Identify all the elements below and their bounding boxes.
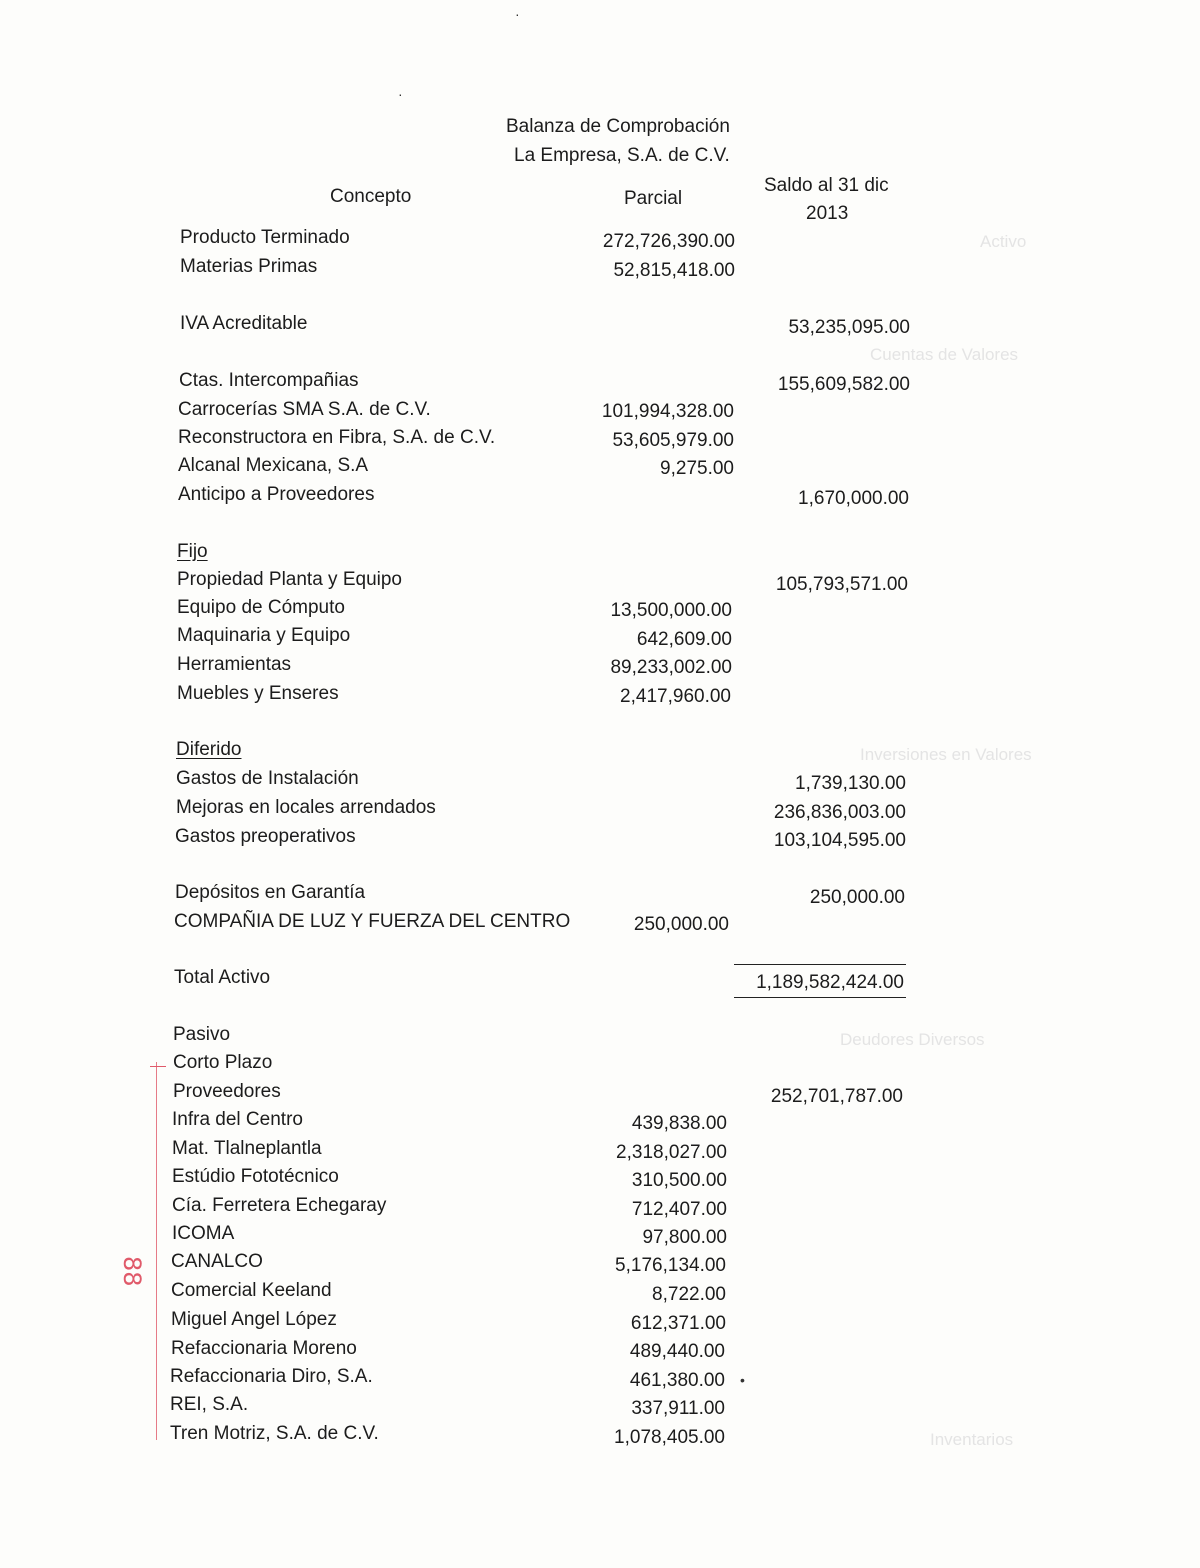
row-label: Estúdio Fototécnico bbox=[172, 1166, 339, 1187]
row-saldo: 103,104,595.00 bbox=[773, 830, 906, 851]
row-parcial: 612,371.00 bbox=[630, 1313, 726, 1334]
row-label: Anticipo a Proveedores bbox=[178, 484, 375, 505]
scan-speck: • bbox=[740, 1372, 745, 1388]
bleed-through-text: Inventarios bbox=[930, 1430, 1014, 1449]
row-label: Carrocerías SMA S.A. de C.V. bbox=[178, 399, 431, 420]
row-parcial: 489,440.00 bbox=[629, 1341, 725, 1362]
row-label: Propiedad Planta y Equipo bbox=[177, 569, 402, 590]
row-label: Alcanal Mexicana, S.A bbox=[178, 455, 369, 476]
row-label: Materias Primas bbox=[180, 256, 318, 277]
bleed-through-text: Cuentas de Valores bbox=[870, 345, 1019, 364]
row-label: Mejoras en locales arrendados bbox=[176, 797, 436, 818]
row-parcial: 1,078,405.00 bbox=[614, 1427, 725, 1448]
row-parcial: 52,815,418.00 bbox=[613, 260, 735, 281]
section-heading-diferido: Diferido bbox=[176, 739, 242, 760]
row-label: Gastos preoperativos bbox=[175, 826, 356, 847]
row-parcial: 250,000.00 bbox=[633, 914, 729, 935]
row-label: Herramientas bbox=[177, 654, 292, 675]
row-saldo: 252,701,787.00 bbox=[770, 1086, 903, 1107]
row-label: Tren Motriz, S.A. de C.V. bbox=[170, 1423, 379, 1444]
column-header-saldo: Saldo al 31 dic bbox=[764, 175, 889, 196]
row-parcial: 97,800.00 bbox=[642, 1227, 727, 1248]
row-parcial: 712,407.00 bbox=[631, 1199, 727, 1220]
column-header-year: 2013 bbox=[806, 203, 849, 224]
total-activo-label: Total Activo bbox=[174, 967, 271, 988]
row-parcial: 337,911.00 bbox=[631, 1398, 725, 1419]
row-label: Gastos de Instalación bbox=[176, 768, 359, 789]
handwritten-margin-note: 88 bbox=[118, 1256, 146, 1287]
total-rule-top bbox=[734, 964, 906, 965]
row-parcial: 310,500.00 bbox=[631, 1170, 727, 1191]
total-activo-value: 1,189,582,424.00 bbox=[756, 972, 904, 993]
bleed-through-text: Activo bbox=[980, 232, 1027, 251]
row-parcial: 101,994,328.00 bbox=[601, 401, 734, 422]
row-parcial: 2,318,027.00 bbox=[616, 1142, 727, 1163]
row-saldo: 1,670,000.00 bbox=[798, 488, 909, 509]
total-rule-bottom bbox=[734, 997, 906, 998]
row-parcial: 53,605,979.00 bbox=[612, 430, 734, 451]
row-label: Miguel Angel López bbox=[171, 1309, 337, 1330]
document-title: Balanza de Comprobación bbox=[506, 116, 730, 137]
row-label: REI, S.A. bbox=[170, 1394, 249, 1415]
row-parcial: 13,500,000.00 bbox=[610, 600, 732, 621]
row-label: Comercial Keeland bbox=[171, 1280, 332, 1301]
row-label: Muebles y Enseres bbox=[177, 683, 339, 704]
row-parcial: 9,275.00 bbox=[660, 458, 734, 479]
row-label: Refaccionaria Moreno bbox=[171, 1338, 357, 1359]
row-label: Equipo de Cómputo bbox=[177, 597, 345, 618]
subsection-corto-plazo: Corto Plazo bbox=[173, 1052, 273, 1073]
row-label: Refaccionaria Diro, S.A. bbox=[170, 1366, 373, 1387]
row-label: Reconstructora en Fibra, S.A. de C.V. bbox=[178, 427, 496, 448]
bleed-through-text: Inversiones en Valores bbox=[860, 745, 1032, 764]
row-label: Ctas. Intercompañias bbox=[179, 370, 359, 391]
row-saldo: 250,000.00 bbox=[809, 887, 905, 908]
row-label: Producto Terminado bbox=[180, 227, 350, 248]
row-label: IVA Acreditable bbox=[180, 313, 308, 334]
row-label: Depósitos en Garantía bbox=[175, 882, 366, 903]
row-label: Mat. Tlalneplantla bbox=[172, 1138, 322, 1159]
row-parcial: 642,609.00 bbox=[636, 629, 732, 650]
row-saldo: 105,793,571.00 bbox=[775, 574, 908, 595]
row-label: COMPAÑIA DE LUZ Y FUERZA DEL CENTRO bbox=[174, 911, 571, 932]
company-name: La Empresa, S.A. de C.V. bbox=[514, 145, 730, 166]
row-saldo: 155,609,582.00 bbox=[777, 374, 910, 395]
bleed-through-text: Deudores Diversos bbox=[840, 1030, 985, 1049]
section-heading-fijo: Fijo bbox=[177, 541, 208, 562]
row-parcial: 439,838.00 bbox=[631, 1113, 727, 1134]
row-parcial: 461,380.00 bbox=[629, 1370, 725, 1391]
scan-speck: · bbox=[398, 86, 403, 102]
row-parcial: 89,233,002.00 bbox=[610, 657, 732, 678]
row-parcial: 272,726,390.00 bbox=[602, 231, 735, 252]
row-saldo: 236,836,003.00 bbox=[773, 802, 906, 823]
row-parcial: 5,176,134.00 bbox=[615, 1255, 726, 1276]
row-label: Proveedores bbox=[173, 1081, 281, 1102]
section-heading-pasivo: Pasivo bbox=[173, 1024, 231, 1045]
row-label: Infra del Centro bbox=[172, 1109, 303, 1130]
row-parcial: 8,722.00 bbox=[652, 1284, 726, 1305]
row-label: ICOMA bbox=[172, 1223, 235, 1244]
row-saldo: 1,739,130.00 bbox=[795, 773, 906, 794]
row-label: CANALCO bbox=[171, 1251, 263, 1272]
red-margin-line bbox=[156, 1062, 157, 1440]
row-saldo: 53,235,095.00 bbox=[788, 317, 910, 338]
scan-speck: · bbox=[515, 6, 520, 22]
column-header-parcial: Parcial bbox=[624, 188, 683, 209]
row-parcial: 2,417,960.00 bbox=[620, 686, 731, 707]
red-margin-tick bbox=[150, 1066, 166, 1067]
column-header-concepto: Concepto bbox=[330, 186, 412, 207]
row-label: Cía. Ferretera Echegaray bbox=[172, 1195, 387, 1216]
row-label: Maquinaria y Equipo bbox=[177, 625, 351, 646]
